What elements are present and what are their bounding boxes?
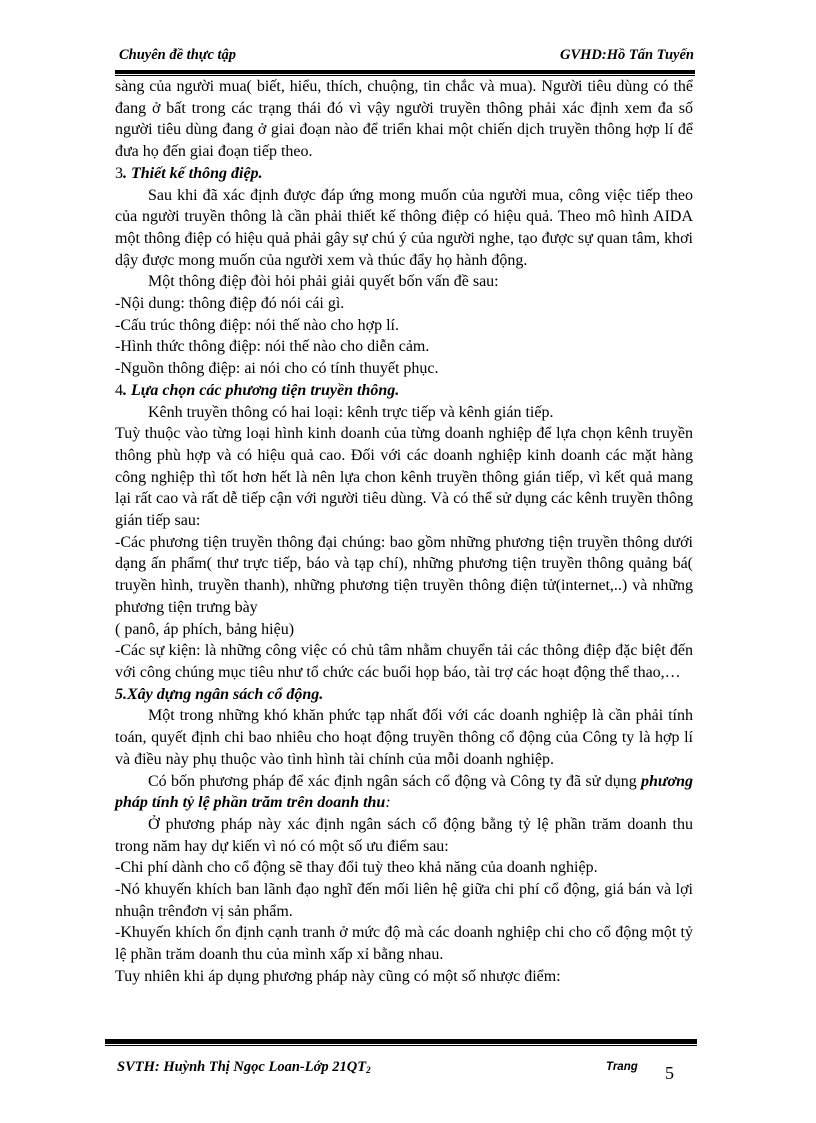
- paragraph: Tuy nhiên khi áp dụng phương pháp này cũng có một số nhược điểm:: [115, 967, 561, 985]
- emphasis-colon: :: [385, 794, 391, 812]
- header-course-title: Chuyên đề thực tập: [119, 47, 237, 63]
- page-header: [117, 47, 694, 67]
- emphasis-method: phương pháp tính tỷ lệ phần trăm trên doanh thu: [115, 772, 693, 812]
- paragraph: ( panô, áp phích, bảng hiệu): [115, 620, 295, 638]
- paragraph: Sau khi đã xác định được đáp ứng mong muốn của người mua, công việc tiếp theo của người truyền thông là cần phải thiết kế thông điệp có hiệu quả. Theo mô hình AIDA một thông điệp có hiệu quả phải gây sự chú ý của người nghe, tạo được sự quan tâm, khơi dậy được mong muốn của người xem và thúc đẩy họ hành động.: [115, 186, 693, 269]
- paragraph: Tuỳ thuộc vào từng loại hình kinh doanh của từng doanh nghiệp để lựa chọn kênh truyền thông phù hợp và có hiệu quả cao. Đối với các doanh nghiệp kinh doanh các mặt hàng công nghiệp thì tốt hơn hết là nên lựa chon kênh truyền thông gián tiếp, vì kết quả mang lại rất cao và rất dễ tiếp cận với người tiêu dùng. Và có thể sử dụng các kênh truyền thông gián tiếp sau:: [115, 425, 693, 530]
- document-body: [115, 76, 693, 988]
- paragraph: Một thông điệp đòi hỏi phải giải quyết bốn vấn đề sau:: [148, 273, 499, 291]
- list-item: -Cấu trúc thông điệp: nói thế nào cho hợp lí.: [115, 316, 399, 334]
- list-item: -Nguồn thông điệp: ai nói cho có tính thuyết phục.: [115, 360, 439, 378]
- heading-number: 3: [115, 164, 123, 182]
- heading-text: . Lựa chọn các phương tiện truyền thông.: [123, 381, 400, 399]
- paragraph: Ở phương pháp này xác định ngân sách cổ động bằng tỷ lệ phần trăm doanh thu trong năm hay dự kiến vì nó có một số ưu điểm sau:: [115, 815, 693, 855]
- paragraph-text: Có bốn phương pháp để xác định ngân sách cổ động và Công ty đã sử dụng: [148, 772, 642, 790]
- paragraph: Kênh truyền thông có hai loại: kênh trực tiếp và kênh gián tiếp.: [148, 403, 554, 421]
- footer-author-subscript: 2: [366, 1065, 371, 1075]
- section-heading-3: [115, 163, 693, 185]
- paragraph: [115, 771, 693, 814]
- list-item: -Hình thức thông điệp: nói thế nào cho diễn cảm.: [115, 338, 430, 356]
- header-supervisor: GVHD:Hồ Tấn Tuyến: [560, 47, 694, 63]
- paragraph: -Các phương tiện truyền thông đại chúng: bao gồm những phương tiện truyền thông dưới dạng ấn phẩm( thư trực tiếp, báo và tạp chí), những phương tiện truyền thông quảng bá( truyền hình, truyền thanh), những phương tiện truyền thông điện tử(internet,..) và những phương tiện trưng bày: [115, 533, 693, 616]
- section-heading-4: [115, 380, 693, 402]
- heading-number: 4: [115, 381, 123, 399]
- list-item: -Chi phí dành cho cổ động sẽ thay đổi tuỳ theo khả năng của doanh nghiệp.: [115, 859, 598, 877]
- footer-page-label: Trang: [606, 1061, 638, 1073]
- list-item: -Khuyến khích ổn định cạnh tranh ở mức độ mà các doanh nghiệp chi cho cổ động một tỷ lệ phần trăm doanh thu của mình xấp xỉ bằng nhau.: [115, 924, 693, 964]
- paragraph: Một trong những khó khăn phức tạp nhất đối với các doanh nghiệp là cần phải tính toán, quyết định chi bao nhiêu cho hoạt động truyền thông cổ động của Công ty là hợp lí và điều này phụ thuộc vào tình hình tài chính của mỗi doanh nghiệp.: [115, 707, 693, 768]
- list-item: -Nội dung: thông điệp đó nói cái gì.: [115, 295, 345, 313]
- page-number: 5: [665, 1063, 674, 1083]
- list-item: -Nó khuyến khích ban lãnh đạo nghĩ đến mối liên hệ giữa chi phí cổ động, giá bán và lợi nhuận trênđơn vị sản phẩm.: [115, 881, 693, 920]
- footer-rule: [105, 1039, 697, 1046]
- footer-author-text: SVTH: Huỳnh Thị Ngọc Loan-Lớp 21QT: [117, 1059, 367, 1075]
- paragraph: sàng của người mua( biết, hiểu, thích, chuộng, tin chắc và mua). Người tiêu dùng có thể đang ở bất trong các trạng thái đó vì vậy người truyền thông phải xác định xem đa số người tiêu dùng đang ở giai đoạn nào để triển khai một chiến dịch truyền thông hợp lí để đưa họ đến giai đoạn tiếp theo.: [115, 78, 693, 161]
- section-heading-5: 5.Xây dựng ngân sách cổ động.: [115, 685, 324, 703]
- heading-text: . Thiết kế thông điệp.: [123, 164, 263, 182]
- paragraph: -Các sự kiện: là những công việc có chủ tâm nhằm chuyển tải các thông điệp đặc biệt đến với công chúng mục tiêu như tổ chức các buổi họp báo, tài trợ các hoạt động thể thao,…: [115, 642, 693, 681]
- footer-author: [117, 1059, 371, 1076]
